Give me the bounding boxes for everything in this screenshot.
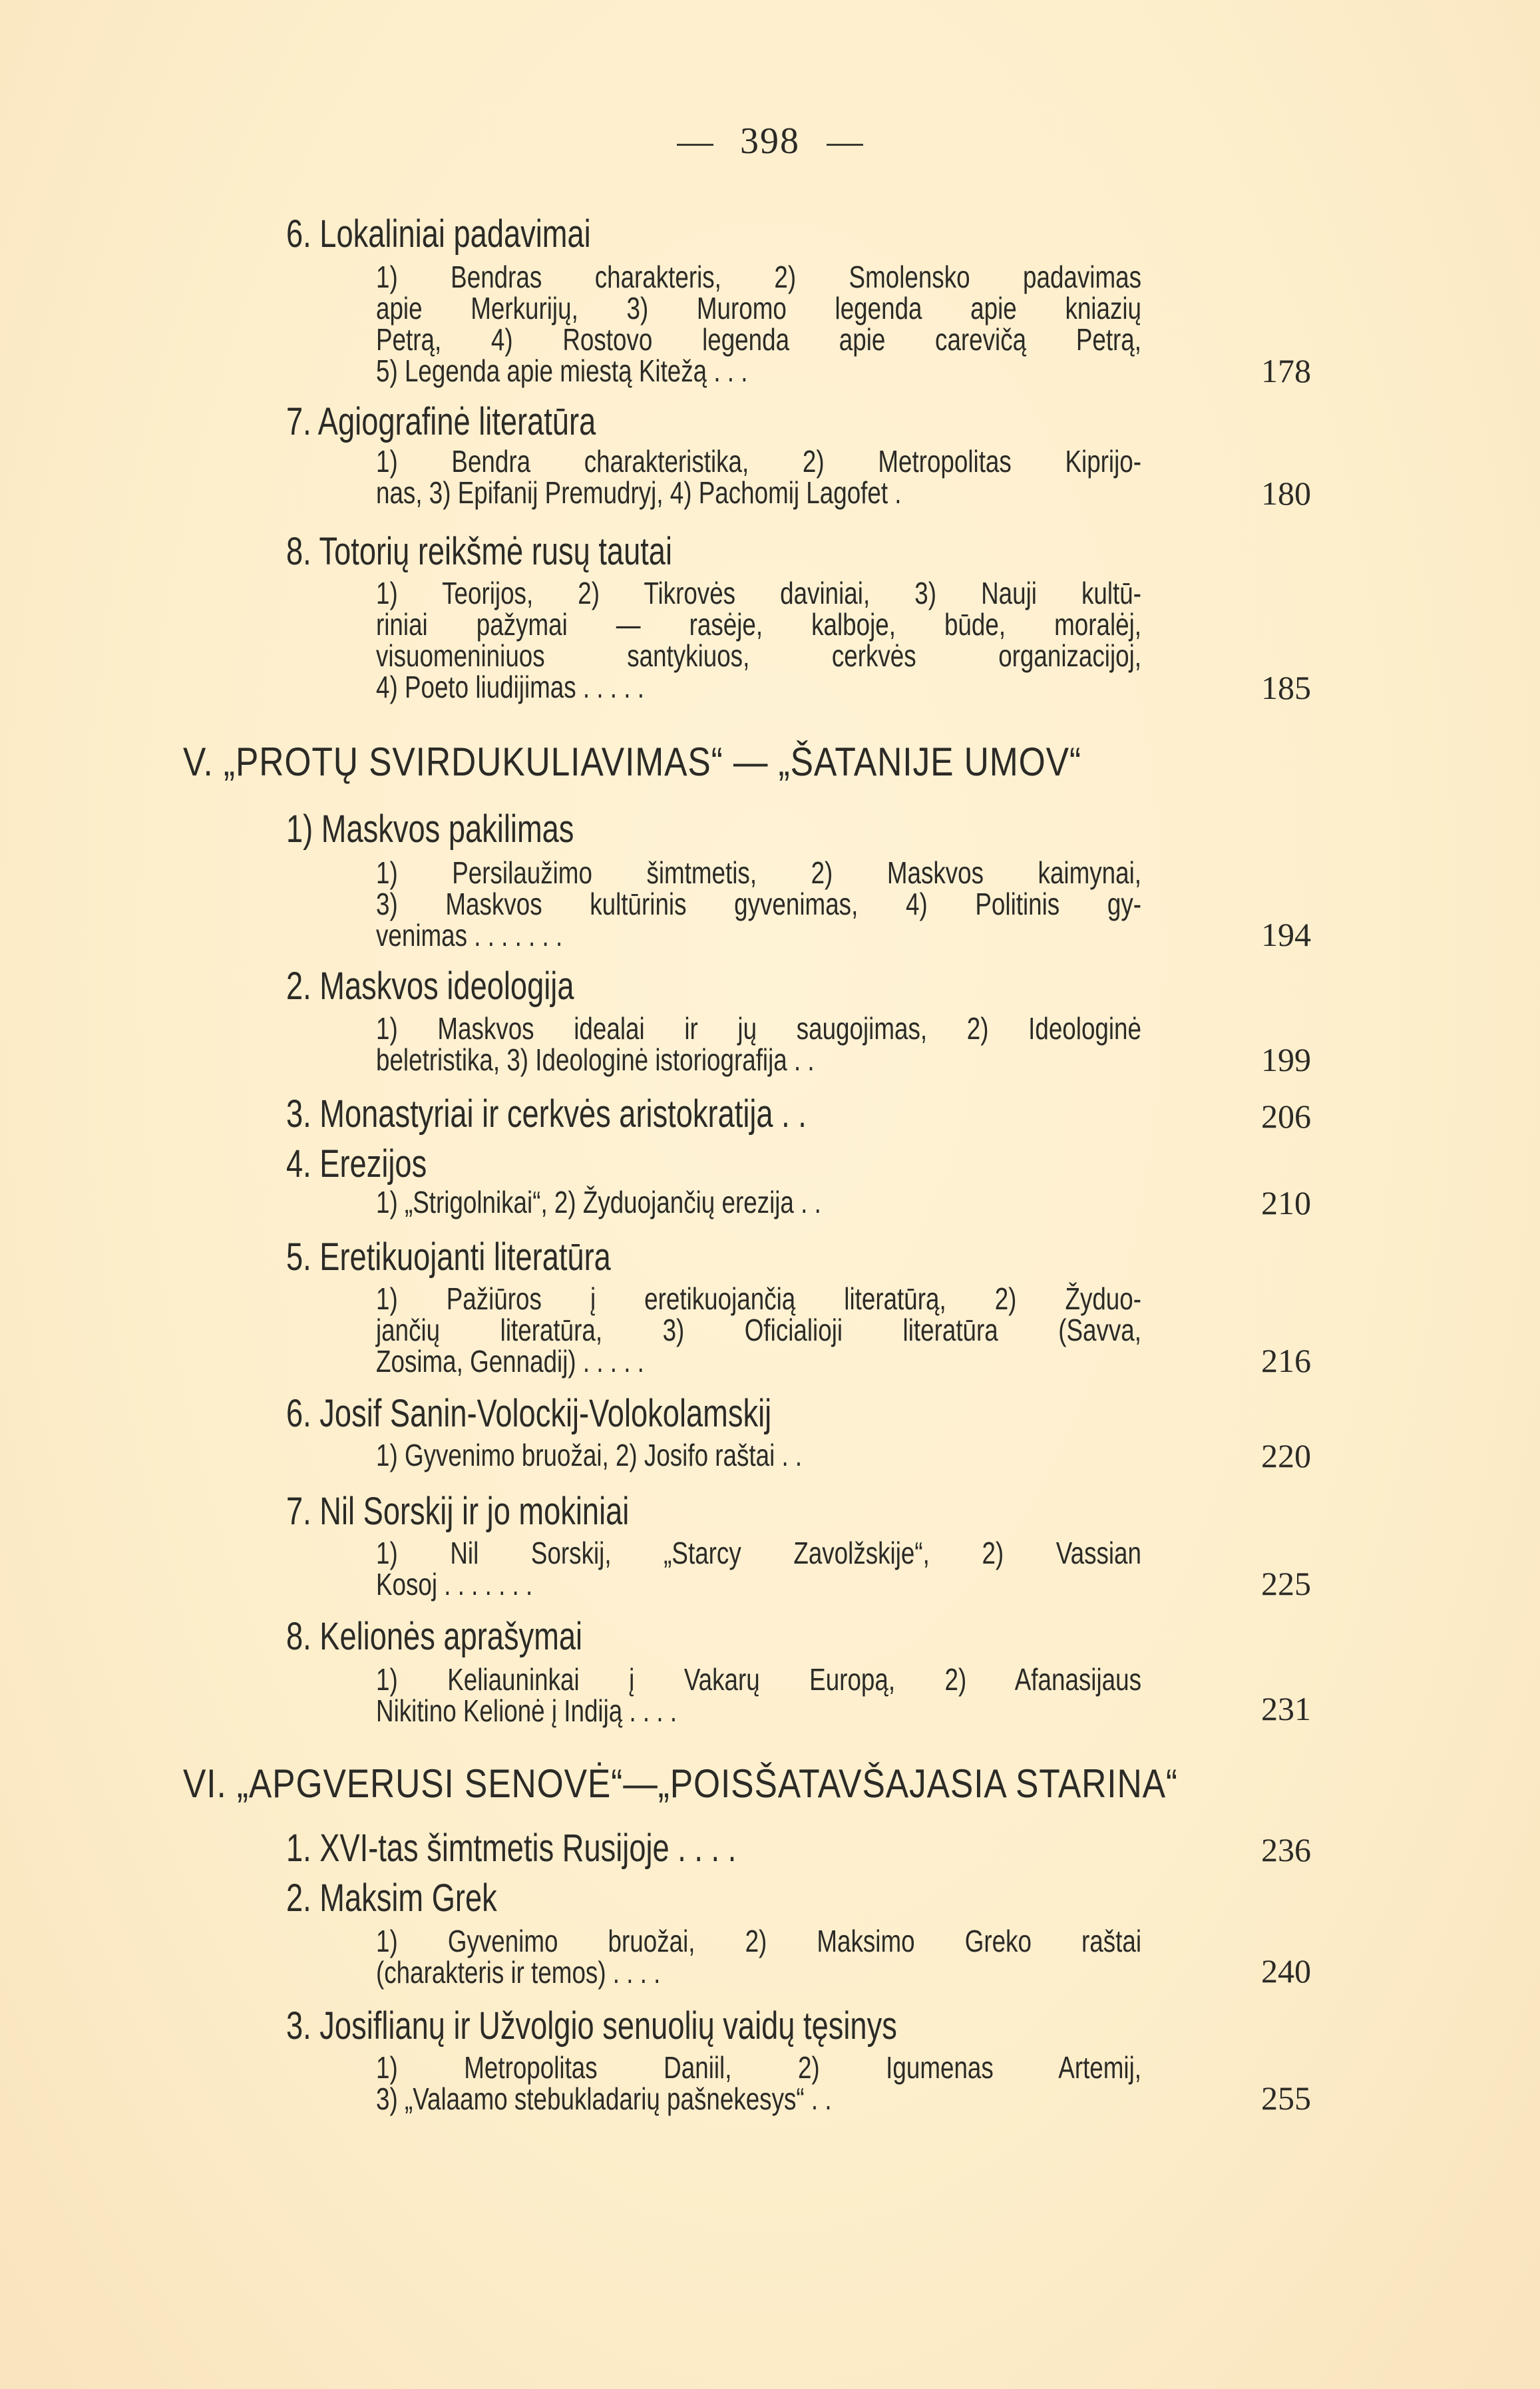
toc-line: 1) Maskvos idealai ir jų saugojimas, 2) Ideologinė <box>376 1011 1141 1046</box>
page-number-header <box>0 120 1540 162</box>
dash-left <box>677 144 713 146</box>
toc-line: (charakteris ir temos) . . . . <box>376 1955 661 1990</box>
toc-line: 4) Poeto liudijimas . . . . . <box>376 670 644 704</box>
toc-subentries <box>376 857 1141 951</box>
toc-heading: 5. Eretikuojanti literatūra <box>286 1235 611 1279</box>
toc-heading: 7. Nil Sorskij ir jo mokiniai <box>286 1490 630 1533</box>
toc-page-ref: 206 <box>1261 1098 1311 1135</box>
toc-subentries <box>376 1013 1141 1076</box>
toc-subentries <box>376 1440 1141 1471</box>
page-number: 398 <box>740 120 800 162</box>
toc-line: 1) „Strigolnikai“, 2) Žyduojančių erezija . . <box>376 1185 821 1219</box>
dash-right <box>827 144 863 146</box>
toc-page-ref: 236 <box>1261 1831 1311 1868</box>
toc-heading: 1. XVI-tas šimtmetis Rusijoje . . . . <box>286 1827 737 1870</box>
toc-page-ref: 240 <box>1261 1952 1311 1990</box>
toc-line: 3) Maskvos kultūrinis gyvenimas, 4) Politinis gy- <box>376 887 1141 921</box>
toc-line: riniai pažymai — rasėje, kalboje, būde, moralėj, <box>376 607 1141 642</box>
toc-heading: 2. Maskvos ideologija <box>286 965 574 1008</box>
toc-heading: 6. Lokaliniai padavimai <box>286 212 591 256</box>
toc-line: 1) Bendra charakteristika, 2) Metropolitas Kiprijo- <box>376 444 1141 479</box>
toc-heading: 1) Maskvos pakilimas <box>286 807 574 851</box>
toc-line: 1) Persilaužimo šimtmetis, 2) Maskvos kaimynai, <box>376 855 1141 890</box>
toc-subentries <box>376 1283 1141 1377</box>
toc-page-ref: 210 <box>1261 1184 1311 1221</box>
toc-subentries <box>376 446 1141 509</box>
toc-page-ref: 194 <box>1261 916 1311 953</box>
toc-line: Kosoj . . . . . . . <box>376 1567 533 1602</box>
toc-line: visuomeniniuos santykiuos, cerkvės organizacijoj, <box>376 638 1141 673</box>
toc-heading: 8. Kelionės aprašymai <box>286 1615 583 1658</box>
toc-page-ref: 220 <box>1261 1437 1311 1474</box>
toc-page-ref: 185 <box>1261 669 1311 706</box>
toc-heading: 6. Josif Sanin-Volockij-Volokolamskij <box>286 1392 772 1435</box>
toc-subentries <box>376 1538 1141 1600</box>
toc-heading: 7. Agiografinė literatūra <box>286 400 596 443</box>
toc-page-ref: 216 <box>1261 1342 1311 1379</box>
toc-page-ref: 225 <box>1261 1565 1311 1602</box>
toc-line: 1) Gyvenimo bruožai, 2) Josifo raštai . . <box>376 1438 803 1472</box>
toc-line: 3) „Valaamo stebukladarių pašnekesys“ . . <box>376 2081 832 2116</box>
toc-heading: 3. Josiflianų ir Užvolgio senuolių vaidų tęsinys <box>286 2004 897 2048</box>
toc-subentries <box>376 1664 1141 1727</box>
toc-line: 1) Keliauninkai į Vakarų Europą, 2) Afanasijaus <box>376 1662 1141 1697</box>
toc-page-ref: 199 <box>1261 1041 1311 1078</box>
toc-heading: 2. Maksim Grek <box>286 1876 497 1920</box>
toc-subentries <box>376 1926 1141 1988</box>
toc-heading: 8. Totorių reikšmė rusų tautai <box>286 530 673 573</box>
toc-line: 1) Pažiūros į eretikuojančią literatūrą, 2) Žyduo- <box>376 1281 1141 1316</box>
toc-line: 1) Gyvenimo bruožai, 2) Maksimo Greko raštai <box>376 1924 1141 1958</box>
toc-line: Nikitino Kelionė į Indiją . . . . <box>376 1693 677 1728</box>
toc-line: 1) Bendras charakteris, 2) Smolensko padavimas <box>376 260 1141 294</box>
chapter-heading-v: V. „PROTŲ SVIRDUKULIAVIMAS“ — „ŠATANIJE UMOV“ <box>183 740 1081 784</box>
toc-line: 1) Teorijos, 2) Tikrovės daviniai, 3) Nauji kultū- <box>376 576 1141 610</box>
toc-page-ref: 231 <box>1261 1690 1311 1727</box>
toc-subentries <box>376 1187 1141 1218</box>
toc-line: 1) Metropolitas Daniil, 2) Igumenas Artemij, <box>376 2050 1141 2085</box>
toc-subentries <box>376 262 1141 387</box>
chapter-heading-vi: VI. „APGVERUSI SENOVĖ“—„POISŠATAVŠAJASIA STARINA“ <box>183 1761 1178 1806</box>
toc-heading: 3. Monastyriai ir cerkvės aristokratija . . <box>286 1092 807 1136</box>
toc-line: apie Merkurijų, 3) Muromo legenda apie kniazių <box>376 291 1141 326</box>
toc-line: jančių literatūra, 3) Oficialioji literatūra (Savva, <box>376 1313 1141 1347</box>
toc-page-ref: 255 <box>1261 2079 1311 2117</box>
toc-heading: 4. Erezijos <box>286 1142 427 1186</box>
toc-line: venimas . . . . . . . <box>376 918 563 953</box>
toc-line: 1) Nil Sorskij, „Starcy Zavolžskije“, 2) Vassian <box>376 1536 1141 1570</box>
toc-line: Petrą, 4) Rostovo legenda apie carevičą Petrą, <box>376 322 1141 357</box>
toc-page-ref: 178 <box>1261 352 1311 389</box>
toc-subentries <box>376 2052 1141 2115</box>
toc-line: beletristika, 3) Ideologinė istoriografija . . <box>376 1042 815 1077</box>
toc-page-ref: 180 <box>1261 475 1311 512</box>
toc-line: Zosima, Gennadij) . . . . . <box>376 1344 644 1379</box>
toc-line: nas, 3) Epifanij Premudryj, 4) Pachomij Lagofet . <box>376 475 902 510</box>
toc-line: 5) Legenda apie miestą Kitežą . . . <box>376 353 748 388</box>
toc-subentries <box>376 578 1141 703</box>
